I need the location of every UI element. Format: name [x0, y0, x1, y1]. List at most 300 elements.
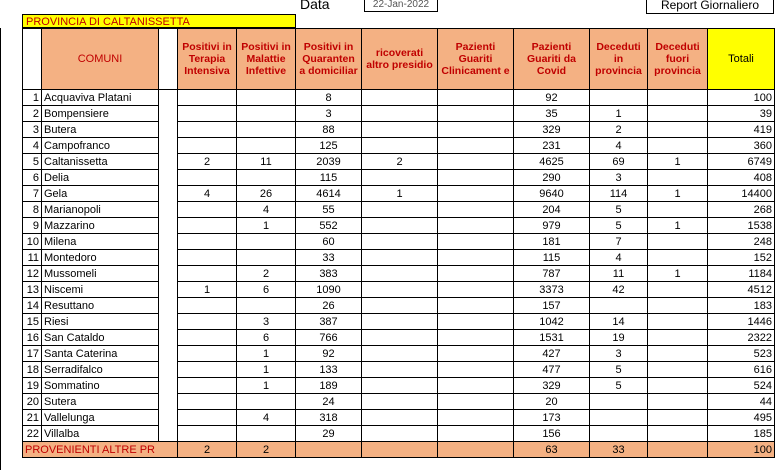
row-number[interactable]: 12	[23, 266, 42, 282]
deceduti-in-cell[interactable]: 3	[590, 346, 648, 362]
row-number[interactable]: 4	[23, 138, 42, 154]
guariti-cell[interactable]: 173	[514, 410, 590, 426]
deceduti-in-cell[interactable]: 5	[590, 378, 648, 394]
comune-name[interactable]: Mazzarino	[42, 218, 159, 234]
quarantena-cell[interactable]: 189	[296, 378, 362, 394]
terapia-cell[interactable]	[178, 362, 237, 378]
deceduti-fuori-cell[interactable]	[648, 298, 708, 314]
totali-cell[interactable]: 44	[708, 394, 775, 410]
footer-quarantena[interactable]	[296, 442, 362, 458]
blank-cell[interactable]	[159, 250, 178, 266]
ricoverati-cell[interactable]	[362, 202, 438, 218]
row-number[interactable]: 10	[23, 234, 42, 250]
blank-cell[interactable]	[159, 394, 178, 410]
quarantena-cell[interactable]: 318	[296, 410, 362, 426]
totali-cell[interactable]: 408	[708, 170, 775, 186]
quarantena-cell[interactable]: 125	[296, 138, 362, 154]
malattie-cell[interactable]: 1	[237, 218, 296, 234]
province-title[interactable]: PROVINCIA DI CALTANISSETTA	[22, 14, 296, 28]
malattie-cell[interactable]: 1	[237, 346, 296, 362]
malattie-cell[interactable]: 11	[237, 154, 296, 170]
deceduti-fuori-cell[interactable]: 1	[648, 154, 708, 170]
guariti-cell[interactable]: 290	[514, 170, 590, 186]
row-number[interactable]: 13	[23, 282, 42, 298]
row-number[interactable]: 3	[23, 122, 42, 138]
quarantena-cell[interactable]: 26	[296, 298, 362, 314]
clinicamente-cell[interactable]	[438, 138, 514, 154]
col-header-comuni[interactable]: COMUNI	[42, 29, 159, 90]
quarantena-cell[interactable]: 60	[296, 234, 362, 250]
terapia-cell[interactable]	[178, 314, 237, 330]
footer-guariti[interactable]: 63	[514, 442, 590, 458]
guariti-cell[interactable]: 156	[514, 426, 590, 442]
totali-cell[interactable]: 2322	[708, 330, 775, 346]
blank-cell[interactable]	[159, 314, 178, 330]
col-header-deceduti-in[interactable]: Deceduti in provincia	[590, 29, 648, 90]
blank-cell[interactable]	[159, 218, 178, 234]
footer-terapia[interactable]: 2	[178, 442, 237, 458]
col-header-ricoverati[interactable]: ricoverati altro presidio	[362, 29, 438, 90]
blank-cell[interactable]	[159, 234, 178, 250]
guariti-cell[interactable]: 4625	[514, 154, 590, 170]
deceduti-fuori-cell[interactable]	[648, 362, 708, 378]
malattie-cell[interactable]	[237, 234, 296, 250]
ricoverati-cell[interactable]	[362, 426, 438, 442]
quarantena-cell[interactable]: 4614	[296, 186, 362, 202]
malattie-cell[interactable]: 6	[237, 282, 296, 298]
malattie-cell[interactable]	[237, 122, 296, 138]
guariti-cell[interactable]: 427	[514, 346, 590, 362]
footer-ricoverati[interactable]	[362, 442, 438, 458]
deceduti-fuori-cell[interactable]	[648, 426, 708, 442]
row-number[interactable]: 1	[23, 90, 42, 106]
footer-clinicamente[interactable]	[438, 442, 514, 458]
terapia-cell[interactable]	[178, 346, 237, 362]
row-number[interactable]: 9	[23, 218, 42, 234]
ricoverati-cell[interactable]	[362, 266, 438, 282]
deceduti-in-cell[interactable]: 2	[590, 122, 648, 138]
guariti-cell[interactable]: 204	[514, 202, 590, 218]
comune-name[interactable]: Serradifalco	[42, 362, 159, 378]
guariti-cell[interactable]: 1042	[514, 314, 590, 330]
comune-name[interactable]: Mussomeli	[42, 266, 159, 282]
guariti-cell[interactable]: 329	[514, 378, 590, 394]
quarantena-cell[interactable]: 3	[296, 106, 362, 122]
deceduti-in-cell[interactable]: 11	[590, 266, 648, 282]
terapia-cell[interactable]	[178, 122, 237, 138]
clinicamente-cell[interactable]	[438, 362, 514, 378]
deceduti-fuori-cell[interactable]	[648, 410, 708, 426]
comune-name[interactable]: San Cataldo	[42, 330, 159, 346]
ricoverati-cell[interactable]	[362, 90, 438, 106]
ricoverati-cell[interactable]	[362, 314, 438, 330]
deceduti-in-cell[interactable]: 114	[590, 186, 648, 202]
ricoverati-cell[interactable]	[362, 138, 438, 154]
quarantena-cell[interactable]: 8	[296, 90, 362, 106]
totali-cell[interactable]: 1446	[708, 314, 775, 330]
totali-cell[interactable]: 6749	[708, 154, 775, 170]
blank-cell[interactable]	[159, 330, 178, 346]
terapia-cell[interactable]: 4	[178, 186, 237, 202]
quarantena-cell[interactable]: 29	[296, 426, 362, 442]
quarantena-cell[interactable]: 383	[296, 266, 362, 282]
blank-cell[interactable]	[159, 282, 178, 298]
terapia-cell[interactable]: 1	[178, 282, 237, 298]
malattie-cell[interactable]: 4	[237, 410, 296, 426]
quarantena-cell[interactable]: 55	[296, 202, 362, 218]
col-header-totali[interactable]: Totali	[708, 29, 775, 90]
malattie-cell[interactable]: 1	[237, 378, 296, 394]
row-number[interactable]: 7	[23, 186, 42, 202]
footer-malattie[interactable]: 2	[237, 442, 296, 458]
clinicamente-cell[interactable]	[438, 218, 514, 234]
deceduti-in-cell[interactable]: 5	[590, 202, 648, 218]
clinicamente-cell[interactable]	[438, 410, 514, 426]
guariti-cell[interactable]: 1531	[514, 330, 590, 346]
quarantena-cell[interactable]: 1090	[296, 282, 362, 298]
row-number[interactable]: 19	[23, 378, 42, 394]
blank-cell[interactable]	[159, 202, 178, 218]
totali-cell[interactable]: 14400	[708, 186, 775, 202]
clinicamente-cell[interactable]	[438, 234, 514, 250]
totali-cell[interactable]: 360	[708, 138, 775, 154]
blank-cell[interactable]	[159, 106, 178, 122]
ricoverati-cell[interactable]	[362, 346, 438, 362]
row-number[interactable]: 15	[23, 314, 42, 330]
comune-name[interactable]: Sutera	[42, 394, 159, 410]
table-row	[23, 346, 775, 362]
guariti-cell[interactable]: 231	[514, 138, 590, 154]
deceduti-fuori-cell[interactable]	[648, 282, 708, 298]
malattie-cell[interactable]	[237, 250, 296, 266]
footer-deceduti-fuori[interactable]	[648, 442, 708, 458]
comune-name[interactable]: Delia	[42, 170, 159, 186]
totali-cell[interactable]: 1538	[708, 218, 775, 234]
ricoverati-cell[interactable]	[362, 122, 438, 138]
row-number[interactable]: 2	[23, 106, 42, 122]
terapia-cell[interactable]	[178, 202, 237, 218]
malattie-cell[interactable]: 4	[237, 202, 296, 218]
blank-cell[interactable]	[159, 186, 178, 202]
guariti-cell[interactable]: 181	[514, 234, 590, 250]
row-number[interactable]: 5	[23, 154, 42, 170]
malattie-cell[interactable]	[237, 170, 296, 186]
deceduti-fuori-cell[interactable]	[648, 394, 708, 410]
ricoverati-cell[interactable]	[362, 298, 438, 314]
deceduti-in-cell[interactable]	[590, 426, 648, 442]
blank-cell[interactable]	[159, 410, 178, 426]
terapia-cell[interactable]	[178, 138, 237, 154]
malattie-cell[interactable]	[237, 394, 296, 410]
table-body	[23, 90, 775, 442]
blank-cell[interactable]	[159, 266, 178, 282]
guariti-cell[interactable]: 35	[514, 106, 590, 122]
deceduti-in-cell[interactable]	[590, 298, 648, 314]
malattie-cell[interactable]: 1	[237, 362, 296, 378]
totali-cell[interactable]: 4512	[708, 282, 775, 298]
blank-cell[interactable]	[159, 90, 178, 106]
guariti-cell[interactable]: 3373	[514, 282, 590, 298]
row-number[interactable]: 18	[23, 362, 42, 378]
malattie-cell[interactable]	[237, 90, 296, 106]
row-number-header[interactable]	[23, 29, 42, 90]
clinicamente-cell[interactable]	[438, 122, 514, 138]
table-row	[23, 106, 775, 122]
comune-name[interactable]: Sommatino	[42, 378, 159, 394]
table-row	[23, 122, 775, 138]
totali-cell[interactable]: 1184	[708, 266, 775, 282]
deceduti-in-cell[interactable]: 14	[590, 314, 648, 330]
ricoverati-cell[interactable]: 1	[362, 186, 438, 202]
comune-name[interactable]: Campofranco	[42, 138, 159, 154]
clinicamente-cell[interactable]	[438, 314, 514, 330]
comune-name[interactable]: Marianopoli	[42, 202, 159, 218]
guariti-cell[interactable]: 787	[514, 266, 590, 282]
deceduti-fuori-cell[interactable]	[648, 346, 708, 362]
deceduti-in-cell[interactable]	[590, 410, 648, 426]
terapia-cell[interactable]	[178, 426, 237, 442]
malattie-cell[interactable]: 2	[237, 266, 296, 282]
deceduti-fuori-cell[interactable]	[648, 202, 708, 218]
row-number[interactable]: 17	[23, 346, 42, 362]
malattie-cell[interactable]	[237, 106, 296, 122]
ricoverati-cell[interactable]	[362, 394, 438, 410]
quarantena-cell[interactable]: 387	[296, 314, 362, 330]
clinicamente-cell[interactable]	[438, 330, 514, 346]
quarantena-cell[interactable]: 92	[296, 346, 362, 362]
clinicamente-cell[interactable]	[438, 426, 514, 442]
col-header-malattie[interactable]: Positivi in Malattie Infettive	[237, 29, 296, 90]
terapia-cell[interactable]	[178, 410, 237, 426]
row-number[interactable]: 11	[23, 250, 42, 266]
clinicamente-cell[interactable]	[438, 298, 514, 314]
row-number[interactable]: 6	[23, 170, 42, 186]
comune-name[interactable]: Milena	[42, 234, 159, 250]
totali-cell[interactable]: 100	[708, 90, 775, 106]
guariti-cell[interactable]: 115	[514, 250, 590, 266]
totali-cell[interactable]: 152	[708, 250, 775, 266]
quarantena-cell[interactable]: 2039	[296, 154, 362, 170]
deceduti-fuori-cell[interactable]	[648, 122, 708, 138]
deceduti-in-cell[interactable]: 7	[590, 234, 648, 250]
totali-cell[interactable]: 616	[708, 362, 775, 378]
table-row	[23, 186, 775, 202]
comune-name[interactable]: Niscemi	[42, 282, 159, 298]
blank-cell[interactable]	[159, 426, 178, 442]
deceduti-in-cell[interactable]: 1	[590, 106, 648, 122]
clinicamente-cell[interactable]	[438, 202, 514, 218]
guariti-cell[interactable]: 979	[514, 218, 590, 234]
ricoverati-cell[interactable]	[362, 250, 438, 266]
malattie-cell[interactable]: 3	[237, 314, 296, 330]
row-number[interactable]: 14	[23, 298, 42, 314]
clinicamente-cell[interactable]	[438, 170, 514, 186]
guariti-cell[interactable]: 20	[514, 394, 590, 410]
footer-deceduti-in[interactable]: 33	[590, 442, 648, 458]
terapia-cell[interactable]	[178, 218, 237, 234]
deceduti-fuori-cell[interactable]	[648, 250, 708, 266]
clinicamente-cell[interactable]	[438, 378, 514, 394]
totali-cell[interactable]: 268	[708, 202, 775, 218]
deceduti-in-cell[interactable]: 5	[590, 218, 648, 234]
covid-report-table	[22, 28, 775, 458]
table-row	[23, 218, 775, 234]
totali-cell[interactable]: 495	[708, 410, 775, 426]
deceduti-fuori-cell[interactable]	[648, 170, 708, 186]
ricoverati-cell[interactable]	[362, 218, 438, 234]
deceduti-fuori-cell[interactable]: 1	[648, 218, 708, 234]
deceduti-in-cell[interactable]: 4	[590, 250, 648, 266]
footer-label[interactable]: PROVENIENTI ALTRE PR	[23, 442, 178, 458]
deceduti-fuori-cell[interactable]	[648, 106, 708, 122]
row-number[interactable]: 16	[23, 330, 42, 346]
row-number[interactable]: 20	[23, 394, 42, 410]
deceduti-fuori-cell[interactable]	[648, 234, 708, 250]
terapia-cell[interactable]	[178, 90, 237, 106]
comune-name[interactable]: Acquaviva Platani	[42, 90, 159, 106]
deceduti-in-cell[interactable]: 69	[590, 154, 648, 170]
blank-cell[interactable]	[159, 170, 178, 186]
ricoverati-cell[interactable]	[362, 282, 438, 298]
terapia-cell[interactable]	[178, 170, 237, 186]
row-number[interactable]: 22	[23, 426, 42, 442]
deceduti-fuori-cell[interactable]: 1	[648, 266, 708, 282]
row-number[interactable]: 8	[23, 202, 42, 218]
totali-cell[interactable]: 523	[708, 346, 775, 362]
deceduti-in-cell[interactable]: 42	[590, 282, 648, 298]
malattie-cell[interactable]	[237, 298, 296, 314]
col-header-blank[interactable]	[159, 29, 178, 90]
terapia-cell[interactable]	[178, 330, 237, 346]
ricoverati-cell[interactable]	[362, 362, 438, 378]
ricoverati-cell[interactable]	[362, 378, 438, 394]
comune-name[interactable]: Riesi	[42, 314, 159, 330]
clinicamente-cell[interactable]	[438, 346, 514, 362]
guariti-cell[interactable]: 329	[514, 122, 590, 138]
totali-cell[interactable]: 524	[708, 378, 775, 394]
guariti-cell[interactable]: 477	[514, 362, 590, 378]
clinicamente-cell[interactable]	[438, 394, 514, 410]
deceduti-fuori-cell[interactable]	[648, 90, 708, 106]
comune-name[interactable]: Vallelunga	[42, 410, 159, 426]
clinicamente-cell[interactable]	[438, 266, 514, 282]
clinicamente-cell[interactable]	[438, 282, 514, 298]
guariti-cell[interactable]: 92	[514, 90, 590, 106]
comune-name[interactable]: Gela	[42, 186, 159, 202]
terapia-cell[interactable]	[178, 298, 237, 314]
deceduti-fuori-cell[interactable]	[648, 378, 708, 394]
quarantena-cell[interactable]: 766	[296, 330, 362, 346]
clinicamente-cell[interactable]	[438, 250, 514, 266]
col-header-guariti[interactable]: Pazienti Guariti da Covid	[514, 29, 590, 90]
terapia-cell[interactable]	[178, 266, 237, 282]
deceduti-in-cell[interactable]: 5	[590, 362, 648, 378]
blank-cell[interactable]	[159, 298, 178, 314]
ricoverati-cell[interactable]: 2	[362, 154, 438, 170]
report-title-cell[interactable]: Report Giornaliero	[646, 0, 774, 14]
malattie-cell[interactable]	[237, 138, 296, 154]
malattie-cell[interactable]: 6	[237, 330, 296, 346]
terapia-cell[interactable]	[178, 250, 237, 266]
terapia-cell[interactable]	[178, 106, 237, 122]
guariti-cell[interactable]: 9640	[514, 186, 590, 202]
ricoverati-cell[interactable]	[362, 106, 438, 122]
ricoverati-cell[interactable]	[362, 330, 438, 346]
table-row	[23, 170, 775, 186]
quarantena-cell[interactable]: 115	[296, 170, 362, 186]
date-cell[interactable]: 22-Jan-2022	[364, 0, 438, 12]
clinicamente-cell[interactable]	[438, 106, 514, 122]
deceduti-fuori-cell[interactable]	[648, 314, 708, 330]
comune-name[interactable]: Santa Caterina	[42, 346, 159, 362]
totali-cell[interactable]: 185	[708, 426, 775, 442]
col-header-clinicamente[interactable]: Pazienti Guariti Clinicament e	[438, 29, 514, 90]
clinicamente-cell[interactable]	[438, 154, 514, 170]
clinicamente-cell[interactable]	[438, 186, 514, 202]
guariti-cell[interactable]: 157	[514, 298, 590, 314]
blank-cell[interactable]	[159, 362, 178, 378]
deceduti-fuori-cell[interactable]	[648, 330, 708, 346]
footer-totali[interactable]: 100	[708, 442, 775, 458]
quarantena-cell[interactable]: 24	[296, 394, 362, 410]
deceduti-in-cell[interactable]: 4	[590, 138, 648, 154]
blank-cell[interactable]	[159, 154, 178, 170]
totali-cell[interactable]: 419	[708, 122, 775, 138]
comune-name[interactable]: Bompensiere	[42, 106, 159, 122]
ricoverati-cell[interactable]	[362, 234, 438, 250]
deceduti-in-cell[interactable]	[590, 394, 648, 410]
row-number[interactable]: 21	[23, 410, 42, 426]
deceduti-in-cell[interactable]: 19	[590, 330, 648, 346]
quarantena-cell[interactable]: 133	[296, 362, 362, 378]
blank-cell[interactable]	[159, 378, 178, 394]
clinicamente-cell[interactable]	[438, 90, 514, 106]
deceduti-fuori-cell[interactable]	[648, 138, 708, 154]
table-row	[23, 266, 775, 282]
totali-cell[interactable]: 183	[708, 298, 775, 314]
col-header-quarantena[interactable]: Positivi in Quaranten a domiciliar	[296, 29, 362, 90]
terapia-cell[interactable]	[178, 394, 237, 410]
comune-name[interactable]: Resuttano	[42, 298, 159, 314]
deceduti-in-cell[interactable]: 3	[590, 170, 648, 186]
ricoverati-cell[interactable]	[362, 410, 438, 426]
table-row	[23, 282, 775, 298]
blank-cell[interactable]	[159, 122, 178, 138]
malattie-cell[interactable]	[237, 426, 296, 442]
terapia-cell[interactable]: 2	[178, 154, 237, 170]
comune-name[interactable]: Butera	[42, 122, 159, 138]
totali-cell[interactable]: 39	[708, 106, 775, 122]
table-row	[23, 298, 775, 314]
ricoverati-cell[interactable]	[362, 170, 438, 186]
totali-cell[interactable]: 248	[708, 234, 775, 250]
comune-name[interactable]: Caltanissetta	[42, 154, 159, 170]
quarantena-cell[interactable]: 33	[296, 250, 362, 266]
comune-name[interactable]: Montedoro	[42, 250, 159, 266]
quarantena-cell[interactable]: 552	[296, 218, 362, 234]
col-header-terapia[interactable]: Positivi in Terapia Intensiva	[178, 29, 237, 90]
deceduti-fuori-cell[interactable]: 1	[648, 186, 708, 202]
terapia-cell[interactable]	[178, 234, 237, 250]
malattie-cell[interactable]: 26	[237, 186, 296, 202]
terapia-cell[interactable]	[178, 378, 237, 394]
comune-name[interactable]: Villalba	[42, 426, 159, 442]
blank-cell[interactable]	[159, 138, 178, 154]
col-header-deceduti-fuori[interactable]: Deceduti fuori provincia	[648, 29, 708, 90]
blank-cell[interactable]	[159, 346, 178, 362]
deceduti-in-cell[interactable]	[590, 90, 648, 106]
quarantena-cell[interactable]: 88	[296, 122, 362, 138]
